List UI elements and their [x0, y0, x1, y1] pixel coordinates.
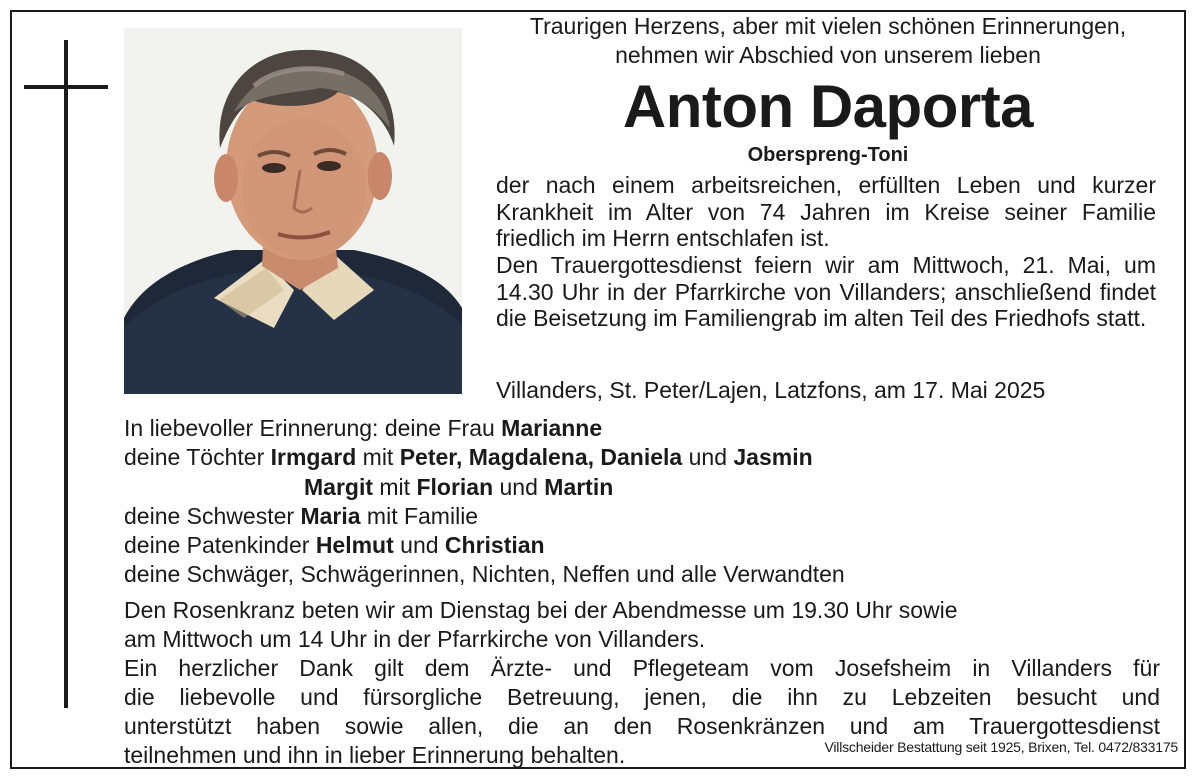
cross-icon: [64, 40, 68, 708]
mourner-name: Irmgard: [270, 444, 357, 471]
intro-text: Traurigen Herzens, aber mit vielen schönen Erinnerungen, nehmen wir Abschied von unserem lieben: [529, 13, 1127, 68]
mourner-name: Marianne: [501, 415, 603, 441]
mourner-line-wife: In liebevoller Erinnerung: deine Frau Marianne: [124, 415, 603, 441]
rosary-line: Den Rosenkranz beten wir am Dienstag bei der Abendmesse um 19.30 Uhr sowie: [124, 597, 958, 623]
deceased-nickname: Oberspreng-Toni: [747, 144, 909, 166]
mourner-name: Maria: [300, 502, 361, 529]
mourner-name: Helmut: [315, 532, 394, 559]
place-and-date: Villanders, St. Peter/Lajen, Latzfons, am 17. Mai 2025: [496, 377, 1046, 403]
mourner-name: Martin: [544, 473, 614, 500]
service-paragraph: Den Trauergottesdienst feiern wir am Mittwoch, 21. Mai, um 14.30 Uhr in der Pfarrkirche von Villanders; anschließend findet die Beisetzung im Familiengrab im alten Teil des Friedhofs statt.: [496, 252, 1156, 331]
deceased-name: Anton Daporta: [622, 73, 1034, 140]
thanks-line: die liebevolle und fürsorgliche Betreuung, jenen, die ihn zu Lebzeiten besucht und: [124, 684, 1160, 710]
funeral-home-credit: Villscheider Bestattung seit 1925, Brixen, Tel. 0472/833175: [824, 739, 1178, 755]
mourner-line-relatives: deine Schwäger, Schwägerinnen, Nichten, Neffen und alle Verwandten: [124, 561, 845, 588]
mourners-list: [124, 414, 1164, 590]
mourner-name: Margit: [304, 473, 373, 500]
thanks-line: unterstützt haben sowie allen, die an den Rosenkränzen und am Trauergottesdienst: [124, 713, 1160, 739]
portrait-illustration: [124, 28, 462, 394]
mourner-line-sister: deine Schwester Maria mit Familie: [124, 502, 479, 529]
mourner-line-godchildren: deine Patenkinder Helmut und Christian: [124, 532, 545, 559]
cross-icon-bar: [24, 85, 108, 89]
rosary-line: am Mittwoch um 14 Uhr in der Pfarrkirche von Villanders.: [124, 626, 706, 652]
life-paragraph: der nach einem arbeitsreichen, erfüllten Leben und kurzer Krankheit im Alter von 74 Jahren im Kreise seiner Familie friedlich im Herrn entschlafen ist.: [496, 172, 1156, 251]
mourner-name: Jasmin: [733, 444, 813, 471]
mourner-name: Florian: [416, 473, 494, 500]
portrait-photo: [124, 28, 462, 394]
thanks-line: Ein herzlicher Dank gilt dem Ärzte- und Pflegeteam vom Josefsheim in Villanders für: [124, 655, 1160, 681]
thanks-line: teilnehmen und ihn in lieber Erinnerung behalten.: [124, 742, 626, 768]
mourner-name: Peter, Magdalena, Daniela: [399, 444, 683, 471]
mourner-line-daughters: deine Töchter Irmgard mit Peter, Magdalena, Daniela und Jasmin: [124, 444, 813, 471]
mourner-line-daughter-2: Margit mit Florian und Martin: [304, 473, 614, 500]
mourner-name: Christian: [444, 532, 545, 559]
